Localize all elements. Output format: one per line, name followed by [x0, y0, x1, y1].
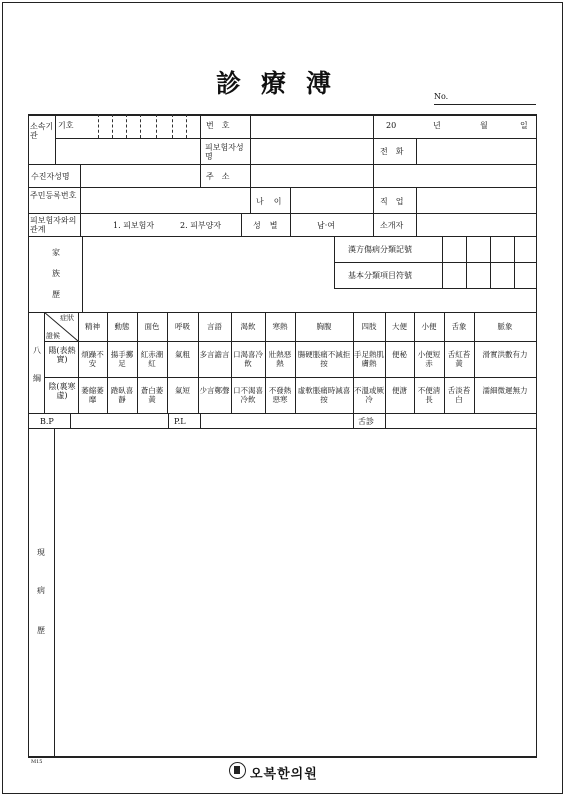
bp-col-5 [385, 413, 386, 428]
eight-yang-cell: 紅赤潮紅 [140, 350, 164, 368]
eight-yin-cell: 虛軟脹痛時減喜按 [297, 386, 351, 404]
row-line-4 [28, 213, 537, 214]
relation-label: 피보험자와의관계 [30, 216, 77, 234]
code-label: 기호 [58, 121, 74, 130]
age-label: 나이 [256, 197, 292, 206]
year-unit: 년 [433, 121, 441, 130]
day-label: 일 [520, 121, 528, 130]
eight-yang-cell: 舌紅苔黃 [447, 350, 471, 368]
code-input[interactable] [84, 116, 198, 136]
yin-label: 陰(裏寒虛) [48, 382, 76, 400]
family-label-3: 歷 [52, 290, 60, 299]
phone-label: 전화 [380, 147, 412, 156]
code-end-line [200, 114, 201, 164]
family-history-input[interactable] [84, 238, 332, 310]
clinic-brand: 오복한의원 [250, 767, 318, 782]
history-label-1: 現 [37, 548, 45, 557]
name-col-line [80, 164, 81, 236]
eight-header-line [44, 341, 537, 342]
job-label: 직업 [380, 197, 412, 206]
age-label-line [290, 187, 291, 236]
eight-yin-cell: 便溏 [392, 386, 407, 395]
address-input[interactable] [252, 166, 534, 185]
bp-label: B.P [40, 417, 54, 426]
relation-option-2[interactable]: 2. 피부양자 [180, 221, 222, 230]
row-line-2 [28, 164, 537, 165]
eight-yang-cell: 煩躁不安 [81, 350, 104, 368]
eight-yin-cell: 濡細微遲無力 [482, 386, 528, 395]
code-table-left [334, 236, 335, 288]
patient-name-label: 수진자성명 [31, 172, 70, 181]
job-label-line [416, 187, 417, 236]
record-number: No. [434, 92, 536, 105]
footer-code: M15 [31, 759, 43, 765]
eight-header-cell: 舌象 [451, 322, 467, 331]
eight-yang-cell: 手足熱肌膚熱 [354, 350, 384, 368]
insured-name-label: 피보험자성명 [205, 143, 244, 161]
table-right-line [536, 114, 537, 757]
sex-value-line [373, 213, 374, 236]
history-label-line [54, 428, 55, 756]
eight-yin-cell: 不溫或厥冷 [354, 386, 384, 404]
yang-label: 陽(表熱實) [48, 346, 76, 364]
page-title: 診療溥 [215, 69, 351, 98]
code-box-3 [490, 236, 491, 288]
bp-col-1 [70, 413, 71, 428]
phone-input[interactable] [418, 140, 534, 162]
eight-side-1: 八 [33, 346, 41, 355]
tongue-input[interactable] [387, 414, 534, 427]
introducer-input[interactable] [418, 215, 534, 234]
code-line-1 [334, 262, 537, 263]
clinic-logo-icon [229, 762, 246, 779]
eight-yin-cell: 蒼白萎黃 [140, 386, 164, 404]
basic-code-label: 基本分類項目符號 [348, 271, 412, 280]
eight-yang-cell: 滑實洪數有力 [482, 350, 528, 359]
introducer-label: 소개자 [380, 221, 404, 230]
address-label-line [200, 164, 201, 187]
sex-value[interactable]: 남·여 [317, 221, 335, 230]
row-line-1 [55, 138, 537, 139]
eight-header-cell: 呼吸 [175, 322, 190, 331]
table-left-line [28, 114, 29, 757]
phone-label-line [416, 138, 417, 164]
eight-yang-cell: 腸硬脹痛不減拒按 [297, 350, 351, 368]
eight-yang-cell: 口渴喜冷飲 [233, 350, 263, 368]
address-label: 주소 [206, 172, 238, 181]
eight-header-cell: 動態 [114, 322, 130, 331]
bp-line [28, 428, 537, 429]
eight-side-2: 綱 [33, 374, 41, 383]
eight-header-cell: 四肢 [361, 322, 377, 331]
eight-yin-cell: 不便淸長 [417, 386, 441, 404]
disease-code-label: 漢方傷病分類記號 [348, 245, 412, 254]
eight-header-cell: 精神 [85, 322, 100, 331]
history-label-3: 歷 [37, 626, 45, 635]
bp-col-3 [200, 413, 201, 428]
history-label-2: 病 [37, 586, 45, 595]
relation-option-1[interactable]: 1. 피보험자 [113, 221, 155, 230]
family-label-2: 族 [52, 269, 60, 278]
eight-header-cell: 大便 [392, 322, 407, 331]
family-bottom-line [28, 312, 537, 313]
eight-yang-cell: 多言譫言 [199, 350, 230, 359]
code-box-2 [466, 236, 467, 288]
eight-yin-cell: 氣短 [175, 386, 190, 395]
code-line-2 [334, 288, 537, 289]
resident-no-input[interactable] [82, 189, 248, 211]
eight-yin-cell: 萎縮萎靡 [81, 386, 104, 404]
eight-header-cell: 寒熱 [272, 322, 288, 331]
eight-yin-cell: 口不渴喜冷飲 [233, 386, 263, 404]
eight-header-cell: 胸腹 [316, 322, 332, 331]
eight-header-cell: 面色 [144, 322, 160, 331]
age-input[interactable] [292, 189, 371, 211]
row-line-5 [28, 236, 537, 237]
month-label: 월 [480, 121, 488, 130]
eight-header-cell: 言語 [207, 322, 222, 331]
tongue-label: 舌診 [358, 417, 374, 426]
code-box-4 [514, 236, 515, 288]
relation-sex-line [241, 213, 242, 236]
eight-header-cell: 渴飲 [240, 322, 256, 331]
eight-yin-cell: 不發熱惡寒 [268, 386, 292, 404]
eight-yin-cell: 少言鄭聲 [199, 386, 230, 395]
bp-input[interactable] [72, 414, 166, 427]
eight-yang-cell: 便秘 [392, 350, 407, 359]
number-input[interactable] [252, 116, 371, 136]
date-col-line [373, 114, 374, 213]
eight-header-cell: 小便 [421, 322, 437, 331]
sex-label: 성별 [253, 221, 287, 230]
corner-bottom: 證候 [46, 332, 60, 340]
corner-top: 症狀 [60, 314, 74, 322]
resident-no-label: 주민등록번호 [30, 191, 77, 200]
eight-yang-line [44, 377, 537, 378]
number-label: 번호 [206, 121, 238, 130]
agency-label: 소속기관 [30, 122, 54, 140]
number-label-line [250, 114, 251, 213]
year-prefix: 20 [386, 121, 397, 130]
row-line-3 [28, 187, 537, 188]
code-box-1 [442, 236, 443, 288]
eight-yang-cell: 壯熱惡熱 [268, 350, 292, 368]
job-input[interactable] [418, 189, 534, 211]
eight-yang-cell: 小便短赤 [417, 350, 441, 368]
pl-label: P.L [174, 417, 186, 426]
eight-yang-cell: 氣粗 [175, 350, 190, 359]
eight-yin-cell: 踡臥喜靜 [110, 386, 134, 404]
patient-name-input[interactable] [82, 166, 198, 185]
history-input[interactable] [56, 430, 534, 754]
agency-col-line [55, 114, 56, 164]
insured-name-input[interactable] [252, 140, 371, 162]
bp-col-2 [168, 413, 169, 428]
family-label-line [82, 236, 83, 312]
pl-input[interactable] [202, 414, 351, 427]
table-bottom-line [28, 756, 537, 758]
family-label-1: 家 [52, 248, 60, 257]
eight-yin-cell: 舌淡苔白 [447, 386, 471, 404]
eight-header-cell: 脈象 [497, 322, 513, 331]
eight-yang-cell: 揚手擲足 [110, 350, 134, 368]
bp-col-4 [353, 413, 354, 428]
